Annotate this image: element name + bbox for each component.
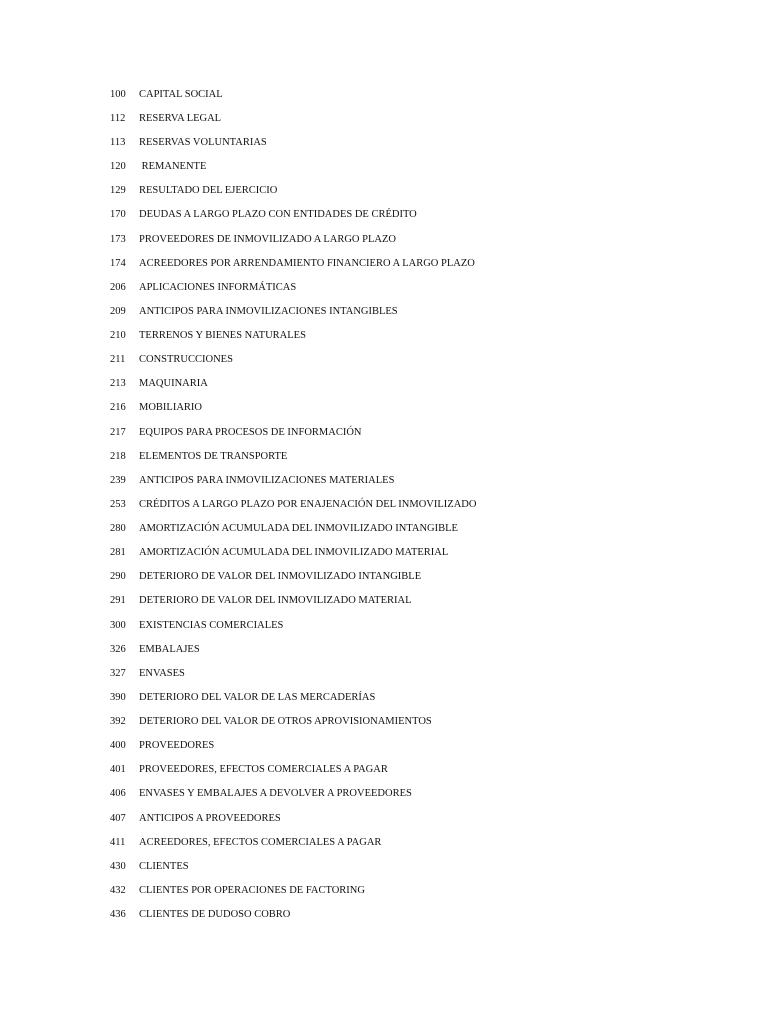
account-code: 113 [110,137,126,149]
account-row [110,276,476,300]
account-row [110,228,476,252]
account-name: EQUIPOS PARA PROCESOS DE INFORMACIÓN [139,426,362,438]
account-row [110,566,476,590]
account-code: 100 [110,88,126,100]
account-code: 432 [110,884,126,896]
account-code: 281 [110,547,126,559]
account-code: 436 [110,909,126,921]
account-name: CLIENTES [139,860,189,872]
account-row [110,710,476,734]
account-code: 390 [110,691,126,703]
account-name: PROVEEDORES DE INMOVILIZADO A LARGO PLAZO [139,233,396,245]
account-name: ACREEDORES, EFECTOS COMERCIALES A PAGAR [139,836,382,848]
account-row [110,348,476,372]
account-code: 400 [110,740,126,752]
account-row [110,759,476,783]
account-code: 392 [110,716,126,728]
account-code: 209 [110,305,126,317]
account-row [110,445,476,469]
account-row [110,107,476,131]
account-row [110,493,476,517]
account-row [110,879,476,903]
account-name: REMANENTE [139,161,207,173]
account-row [110,204,476,228]
account-name: ANTICIPOS PARA INMOVILIZACIONES INTANGIBLES [139,305,398,317]
account-name: PROVEEDORES, EFECTOS COMERCIALES A PAGAR [139,764,388,776]
account-name: CAPITAL SOCIAL [139,88,223,100]
account-name: CRÉDITOS A LARGO PLAZO POR ENAJENACIÓN DEL INMOVILIZADO [139,498,477,510]
account-row [110,783,476,807]
account-row [110,855,476,879]
account-row [110,180,476,204]
account-row [110,734,476,758]
account-row [110,469,476,493]
account-name: ACREEDORES POR ARRENDAMIENTO FINANCIERO A LARGO PLAZO [139,257,475,269]
account-code: 300 [110,619,126,631]
account-row [110,421,476,445]
account-row [110,686,476,710]
account-code: 120 [110,161,126,173]
account-row [110,903,476,927]
account-row [110,590,476,614]
account-row [110,807,476,831]
account-name: DETERIORO DEL VALOR DE OTROS APROVISIONAMIENTOS [139,716,432,728]
account-row [110,517,476,541]
account-code: 401 [110,764,126,776]
account-name: DETERIORO DE VALOR DEL INMOVILIZADO MATERIAL [139,595,412,607]
account-name: MAQUINARIA [139,378,208,390]
account-row [110,638,476,662]
account-name: MOBILIARIO [139,402,202,414]
account-row [110,373,476,397]
account-code: 129 [110,185,126,197]
account-name: ENVASES [139,667,185,679]
account-code: 253 [110,498,126,510]
account-row [110,397,476,421]
account-code: 407 [110,812,126,824]
account-row [110,541,476,565]
account-code: 210 [110,330,126,342]
account-code: 291 [110,595,126,607]
account-code: 174 [110,257,126,269]
account-row [110,252,476,276]
account-name: PROVEEDORES [139,740,215,752]
account-code: 216 [110,402,126,414]
account-row [110,662,476,686]
account-name: APLICACIONES INFORMÁTICAS [139,281,297,293]
account-name: ANTICIPOS PARA INMOVILIZACIONES MATERIALES [139,474,395,486]
account-name: TERRENOS Y BIENES NATURALES [139,330,306,342]
account-name: ENVASES Y EMBALAJES A DEVOLVER A PROVEEDORES [139,788,412,800]
account-row [110,131,476,155]
account-name: DETERIORO DE VALOR DEL INMOVILIZADO INTANGIBLE [139,571,422,583]
account-code: 280 [110,523,126,535]
account-code: 206 [110,281,126,293]
account-name: DETERIORO DEL VALOR DE LAS MERCADERÍAS [139,691,376,703]
account-name: RESULTADO DEL EJERCICIO [139,185,278,197]
account-row [110,155,476,179]
account-code: 173 [110,233,126,245]
account-name: DEUDAS A LARGO PLAZO CON ENTIDADES DE CRÉDITO [139,209,417,221]
account-name: AMORTIZACIÓN ACUMULADA DEL INMOVILIZADO MATERIAL [139,547,449,559]
account-code: 213 [110,378,126,390]
account-code: 112 [110,112,126,124]
account-row [110,831,476,855]
account-code: 211 [110,354,126,366]
account-code: 239 [110,474,126,486]
account-name: RESERVA LEGAL [139,112,222,124]
account-code: 218 [110,450,126,462]
account-row [110,83,476,107]
account-row [110,614,476,638]
account-name: AMORTIZACIÓN ACUMULADA DEL INMOVILIZADO INTANGIBLE [139,523,458,535]
account-name: CLIENTES DE DUDOSO COBRO [139,909,291,921]
account-code: 430 [110,860,126,872]
account-row [110,300,476,324]
account-code: 327 [110,667,126,679]
account-code: 326 [110,643,126,655]
account-list [110,83,476,927]
account-code: 217 [110,426,126,438]
account-code: 406 [110,788,126,800]
account-name: EXISTENCIAS COMERCIALES [139,619,284,631]
account-name: ELEMENTOS DE TRANSPORTE [139,450,288,462]
account-name: ANTICIPOS A PROVEEDORES [139,812,281,824]
account-row [110,324,476,348]
account-code: 290 [110,571,126,583]
account-name: RESERVAS VOLUNTARIAS [139,137,267,149]
account-name: EMBALAJES [139,643,200,655]
account-code: 170 [110,209,126,221]
account-name: CONSTRUCCIONES [139,354,233,366]
account-name: CLIENTES POR OPERACIONES DE FACTORING [139,884,365,896]
account-code: 411 [110,836,126,848]
